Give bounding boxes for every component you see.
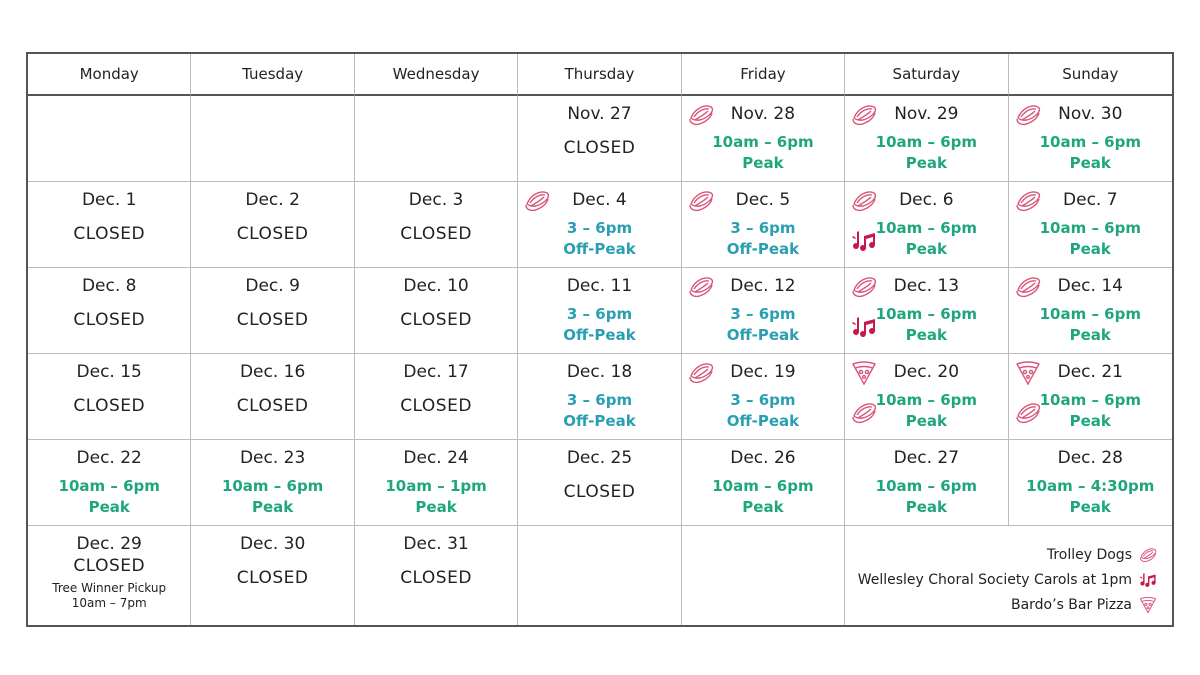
day-header-friday: Friday — [682, 54, 845, 96]
day-date: Dec. 27 — [893, 448, 960, 468]
calendar-day — [191, 268, 354, 354]
calendar-day — [682, 268, 845, 354]
pricing-tier: Peak — [742, 498, 784, 516]
hotdog-icon — [687, 274, 715, 300]
pricing-tier: Peak — [905, 240, 947, 258]
legend-label: Trolley Dogs — [1046, 547, 1132, 563]
hotdog-icon — [1014, 400, 1042, 426]
pricing-tier: Off-Peak — [726, 240, 800, 258]
empty-day — [682, 526, 845, 625]
open-hours: 10am – 6pm — [875, 305, 978, 323]
calendar-day — [518, 268, 681, 354]
empty-day — [28, 96, 191, 182]
day-date: Dec. 22 — [76, 448, 142, 468]
calendar-day — [28, 268, 191, 354]
legend-item — [1047, 546, 1158, 564]
day-date: Dec. 18 — [566, 362, 633, 382]
open-hours: 10am – 1pm — [385, 477, 487, 495]
pricing-tier: Peak — [88, 498, 130, 516]
calendar-day — [1009, 268, 1172, 354]
closed-status: CLOSED — [400, 396, 472, 416]
pricing-tier: Peak — [1069, 240, 1111, 258]
day-header-sunday: Sunday — [1009, 54, 1172, 96]
day-date: Dec. 5 — [735, 190, 791, 210]
closed-status: CLOSED — [400, 568, 472, 588]
calendar-day — [518, 96, 681, 182]
legend-item — [1011, 596, 1158, 614]
legend-item — [858, 571, 1158, 589]
day-header-wednesday: Wednesday — [355, 54, 518, 96]
day-date: Dec. 20 — [893, 362, 960, 382]
closed-status: CLOSED — [236, 568, 309, 588]
calendar-day — [191, 182, 354, 268]
calendar-day — [28, 440, 191, 526]
calendar-day — [518, 182, 681, 268]
day-date: Dec. 1 — [81, 190, 137, 210]
pricing-tier: Peak — [905, 498, 947, 516]
open-hours: 3 – 6pm — [730, 305, 796, 323]
pizza-icon — [1014, 360, 1042, 386]
pizza-icon — [1138, 596, 1158, 614]
hotdog-icon — [850, 102, 878, 128]
open-hours: 3 – 6pm — [566, 305, 633, 323]
pricing-tier: Peak — [905, 326, 947, 344]
hotdog-icon — [523, 188, 551, 214]
calendar-day — [682, 182, 845, 268]
open-hours: 3 – 6pm — [730, 219, 796, 237]
open-hours: 10am – 6pm — [875, 391, 978, 409]
closed-status: CLOSED — [73, 310, 146, 330]
day-date: Dec. 21 — [1057, 362, 1123, 382]
open-hours: 10am – 6pm — [221, 477, 324, 495]
day-date: Nov. 29 — [894, 104, 959, 124]
calendar-day — [355, 440, 518, 526]
pricing-tier: Peak — [905, 412, 947, 430]
pricing-tier: Off-Peak — [563, 412, 636, 430]
hotdog-icon — [1014, 188, 1042, 214]
day-date: Dec. 24 — [403, 448, 469, 468]
hotdog-icon — [850, 400, 878, 426]
pricing-tier: Off-Peak — [726, 412, 800, 430]
closed-status: CLOSED — [73, 224, 146, 244]
calendar-day — [355, 354, 518, 440]
day-header-monday: Monday — [28, 54, 191, 96]
calendar-day — [355, 268, 518, 354]
day-header-tuesday: Tuesday — [191, 54, 354, 96]
day-date: Dec. 16 — [239, 362, 306, 382]
day-date: Dec. 6 — [899, 190, 954, 210]
day-date: Dec. 29 — [76, 534, 142, 554]
open-hours: 3 – 6pm — [566, 391, 633, 409]
pricing-tier: Off-Peak — [563, 240, 636, 258]
calendar-day — [518, 354, 681, 440]
calendar-day — [28, 354, 191, 440]
hotdog-icon — [1014, 102, 1042, 128]
calendar-day — [845, 440, 1008, 526]
day-date: Dec. 3 — [408, 190, 464, 210]
pricing-tier: Peak — [905, 154, 947, 172]
day-date: Dec. 8 — [81, 276, 137, 296]
pricing-tier: Peak — [252, 498, 294, 516]
day-date: Dec. 11 — [566, 276, 633, 296]
calendar-day — [845, 96, 1008, 182]
day-date: Dec. 14 — [1057, 276, 1123, 296]
music-icon — [1138, 571, 1158, 589]
pricing-tier: Peak — [1069, 154, 1111, 172]
pricing-tier: Off-Peak — [563, 326, 636, 344]
calendar-grid — [26, 52, 1174, 627]
pricing-tier: Peak — [1069, 498, 1111, 516]
empty-day — [355, 96, 518, 182]
closed-status: CLOSED — [73, 556, 146, 576]
closed-status: CLOSED — [236, 224, 309, 244]
day-date: Nov. 27 — [567, 104, 632, 124]
open-hours: 10am – 6pm — [875, 219, 978, 237]
calendar-day — [682, 440, 845, 526]
open-hours: 3 – 6pm — [566, 219, 633, 237]
legend-label: Wellesley Choral Society Carols at 1pm — [857, 572, 1132, 588]
day-date: Dec. 19 — [730, 362, 796, 382]
open-hours: 10am – 6pm — [1039, 219, 1141, 237]
open-hours: 10am – 6pm — [875, 477, 978, 495]
day-date: Dec. 13 — [893, 276, 960, 296]
closed-status: CLOSED — [563, 482, 636, 502]
hotdog-icon — [850, 188, 878, 214]
pricing-tier: Peak — [1069, 326, 1111, 344]
day-date: Dec. 10 — [403, 276, 469, 296]
pricing-tier: Off-Peak — [726, 326, 800, 344]
pricing-tier: Peak — [742, 154, 784, 172]
calendar-day — [1009, 440, 1172, 526]
calendar-day — [355, 182, 518, 268]
day-date: Dec. 31 — [403, 534, 469, 554]
calendar-day — [845, 268, 1008, 354]
legend-label: Bardo’s Bar Pizza — [1010, 597, 1132, 613]
hotdog-icon — [687, 188, 715, 214]
empty-day — [191, 96, 354, 182]
day-date: Dec. 28 — [1057, 448, 1123, 468]
calendar-day — [191, 526, 354, 625]
day-date: Dec. 26 — [730, 448, 796, 468]
open-hours: 10am – 6pm — [875, 133, 978, 151]
empty-day — [518, 526, 681, 625]
day-header-thursday: Thursday — [518, 54, 681, 96]
open-hours: 10am – 6pm — [712, 477, 814, 495]
open-hours: 10am – 6pm — [1039, 133, 1141, 151]
day-date: Dec. 15 — [76, 362, 142, 382]
day-date: Dec. 2 — [245, 190, 300, 210]
music-icon — [850, 314, 878, 340]
open-hours: 10am – 6pm — [1039, 305, 1141, 323]
open-hours: 10am – 6pm — [1039, 391, 1141, 409]
hotdog-icon — [687, 360, 715, 386]
closed-status: CLOSED — [236, 310, 309, 330]
closed-status: CLOSED — [563, 138, 636, 158]
calendar-day — [845, 182, 1008, 268]
pricing-tier: Peak — [415, 498, 457, 516]
hotdog-icon — [1138, 546, 1158, 564]
day-date: Dec. 4 — [572, 190, 627, 210]
open-hours: 10am – 6pm — [712, 133, 814, 151]
hotdog-icon — [850, 274, 878, 300]
day-date: Dec. 30 — [239, 534, 306, 554]
legend — [845, 526, 1172, 625]
open-hours: 3 – 6pm — [730, 391, 796, 409]
day-date: Dec. 17 — [403, 362, 469, 382]
day-date: Nov. 30 — [1058, 104, 1123, 124]
calendar-day — [28, 182, 191, 268]
open-hours: 10am – 6pm — [58, 477, 160, 495]
day-date: Dec. 25 — [566, 448, 633, 468]
calendar-day — [682, 354, 845, 440]
music-icon — [850, 228, 878, 254]
hotdog-icon — [687, 102, 715, 128]
calendar-day — [1009, 96, 1172, 182]
pizza-icon — [850, 360, 878, 386]
day-date: Dec. 23 — [239, 448, 306, 468]
closed-status: CLOSED — [73, 396, 146, 416]
day-date: Dec. 7 — [1063, 190, 1118, 210]
hotdog-icon — [1014, 274, 1042, 300]
calendar-day — [28, 526, 191, 625]
day-date: Nov. 28 — [730, 104, 796, 124]
calendar-day — [845, 354, 1008, 440]
calendar-day — [191, 440, 354, 526]
calendar-day — [1009, 182, 1172, 268]
day-header-saturday: Saturday — [845, 54, 1008, 96]
closed-status: CLOSED — [400, 224, 472, 244]
closed-status: CLOSED — [236, 396, 309, 416]
event-note-hours: 10am – 7pm — [71, 596, 147, 610]
calendar-day — [1009, 354, 1172, 440]
day-date: Dec. 12 — [730, 276, 796, 296]
calendar-day — [355, 526, 518, 625]
day-date: Dec. 9 — [245, 276, 300, 296]
event-note: Tree Winner Pickup — [52, 581, 167, 595]
closed-status: CLOSED — [400, 310, 472, 330]
open-hours: 10am – 4:30pm — [1026, 477, 1155, 495]
pricing-tier: Peak — [1069, 412, 1111, 430]
calendar-day — [191, 354, 354, 440]
calendar-day — [682, 96, 845, 182]
calendar-day — [518, 440, 681, 526]
